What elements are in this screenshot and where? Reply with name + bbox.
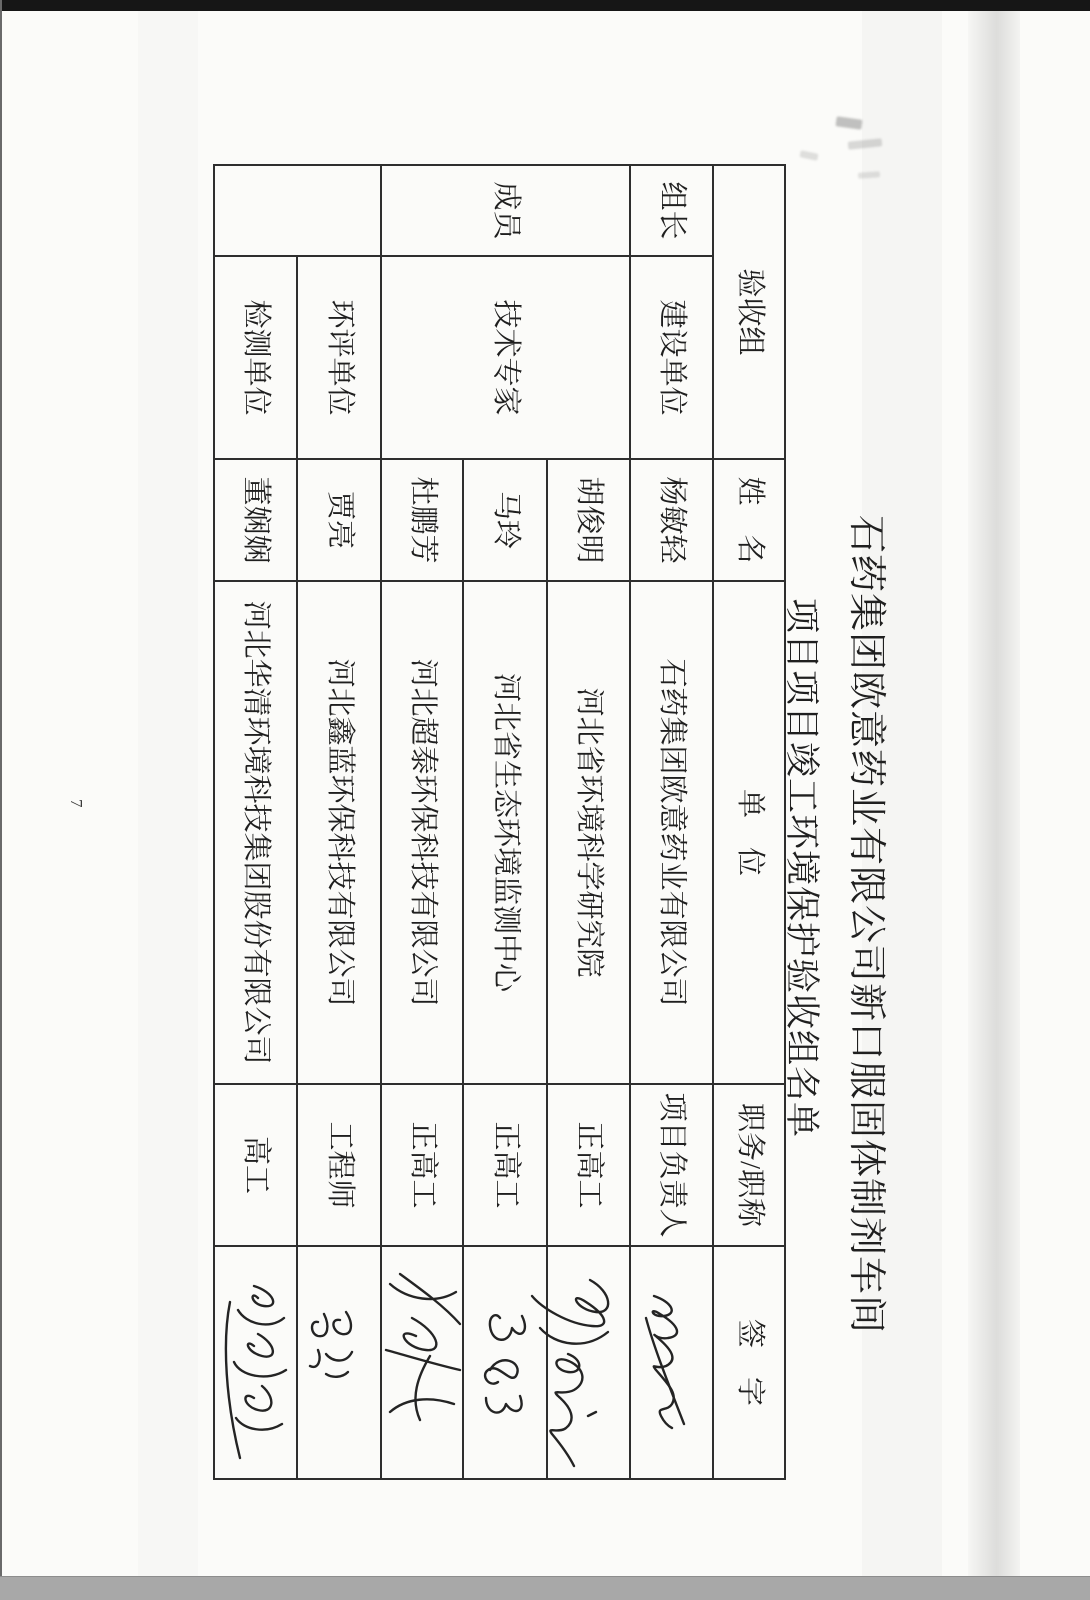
cell-signature — [381, 1246, 463, 1479]
cell-name: 杨敏轻 — [630, 459, 713, 581]
table-row — [214, 165, 297, 1479]
document-title-line2: 项目项目竣工环境保护验收组名单 — [782, 598, 821, 1139]
cell-category: 检测单位 — [214, 256, 297, 459]
cell-unit: 河北华清环境科技集团股份有限公司 — [214, 581, 297, 1084]
cell-role-empty — [214, 165, 381, 256]
header-unit: 单 位 — [713, 581, 785, 1084]
cell-category: 环评单位 — [297, 256, 381, 459]
header-name: 姓 名 — [713, 459, 785, 581]
cell-name: 贾亮 — [297, 459, 381, 581]
cell-unit: 河北超泰环保科技有限公司 — [381, 581, 463, 1084]
cell-signature — [547, 1246, 630, 1479]
cell-unit: 石药集团欧意药业有限公司 — [630, 581, 713, 1084]
cell-unit: 河北省生态环境监测中心 — [463, 581, 547, 1084]
cell-name: 董娴娴 — [214, 459, 297, 581]
cell-title: 正高工 — [547, 1084, 630, 1246]
cell-category: 建设单位 — [630, 256, 713, 459]
page-number: 7 — [67, 799, 86, 808]
cell-name: 胡俊明 — [547, 459, 630, 581]
cell-signature — [463, 1246, 547, 1479]
cell-name: 马玲 — [463, 459, 547, 581]
table-row — [297, 165, 381, 1479]
table-row — [547, 165, 630, 1479]
cell-role: 成员 — [381, 165, 630, 256]
cell-signature — [297, 1246, 381, 1479]
document-title-line1: 石药集团欧意药业有限公司新口服固体制剂车间 — [845, 515, 887, 1335]
scan-edge-top — [0, 0, 1090, 11]
cell-unit: 河北省环境科学研究院 — [547, 581, 630, 1084]
cell-signature — [630, 1246, 713, 1479]
cell-role: 组长 — [630, 165, 713, 256]
table-header-row — [713, 165, 785, 1479]
cell-title: 正高工 — [381, 1084, 463, 1246]
cell-unit: 河北鑫蓝环保科技有限公司 — [297, 581, 381, 1084]
cell-signature — [214, 1246, 297, 1479]
header-title: 职务/职称 — [713, 1084, 785, 1246]
header-group: 验收组 — [713, 165, 785, 459]
cell-name: 杜鹏芳 — [381, 459, 463, 581]
cell-title: 项目负责人 — [630, 1084, 713, 1246]
cell-category: 技术专家 — [381, 256, 630, 459]
table-row — [630, 165, 713, 1479]
cell-title: 正高工 — [463, 1084, 547, 1246]
cell-title: 工程师 — [297, 1084, 381, 1246]
scan-edge-bottom — [0, 1576, 1090, 1600]
scan-edge-left — [0, 0, 2, 1600]
header-signature: 签 字 — [713, 1246, 785, 1479]
acceptance-group-table — [213, 164, 786, 1480]
cell-title: 高工 — [214, 1084, 297, 1246]
